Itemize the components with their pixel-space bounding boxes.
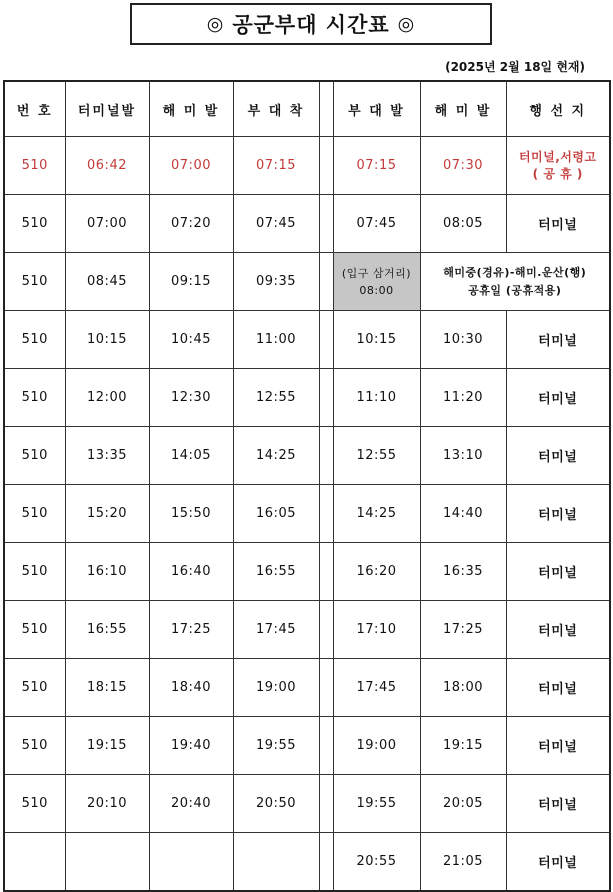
terminal-departure-time: 16:10 <box>65 543 149 601</box>
double-circle-icon: ◎ <box>397 13 416 35</box>
terminal-departure-time: 10:15 <box>65 311 149 369</box>
column-gap <box>319 717 333 775</box>
table-row <box>4 253 610 311</box>
haemi-return-departure-time: 16:35 <box>420 543 506 601</box>
route-number: 510 <box>4 543 65 601</box>
route-number: 510 <box>4 717 65 775</box>
table-row <box>4 601 610 659</box>
table-row <box>4 427 610 485</box>
haemi-departure-time: 16:40 <box>149 543 233 601</box>
terminal-departure-time: 16:55 <box>65 601 149 659</box>
haemi-return-departure-time: 14:40 <box>420 485 506 543</box>
terminal-departure-time: 20:10 <box>65 775 149 833</box>
column-gap <box>319 601 333 659</box>
base-arrival-time: 17:45 <box>233 601 319 659</box>
base-departure-time: 17:45 <box>333 659 420 717</box>
header-base-arrival: 부 대 착 <box>233 81 319 137</box>
destination: 터미널 <box>506 601 610 659</box>
haemi-return-departure-time: 08:05 <box>420 195 506 253</box>
route-number: 510 <box>4 659 65 717</box>
timetable-title <box>130 3 492 45</box>
base-arrival-time: 20:50 <box>233 775 319 833</box>
terminal-departure-time <box>65 833 149 892</box>
column-gap <box>319 253 333 311</box>
route-number: 510 <box>4 775 65 833</box>
double-circle-icon: ◎ <box>206 13 225 35</box>
haemi-return-departure-time: 19:15 <box>420 717 506 775</box>
route-number: 510 <box>4 311 65 369</box>
destination: 터미널 <box>506 427 610 485</box>
table-row <box>4 369 610 427</box>
column-gap <box>319 311 333 369</box>
haemi-return-departure-time: 18:00 <box>420 659 506 717</box>
destination: 터미널 <box>506 311 610 369</box>
header-base-departure: 부 대 발 <box>333 81 420 137</box>
base-departure-time <box>333 253 420 311</box>
column-gap <box>319 775 333 833</box>
header-row <box>4 81 610 137</box>
terminal-departure-time: 13:35 <box>65 427 149 485</box>
table-row <box>4 833 610 892</box>
header-haemi-departure: 해 미 발 <box>149 81 233 137</box>
header-terminal-departure: 터미널발 <box>65 81 149 137</box>
table-row <box>4 485 610 543</box>
base-arrival-time: 07:45 <box>233 195 319 253</box>
base-arrival-time: 14:25 <box>233 427 319 485</box>
base-departure-time: 11:10 <box>333 369 420 427</box>
haemi-departure-time: 15:50 <box>149 485 233 543</box>
route-number: 510 <box>4 369 65 427</box>
haemi-departure-time: 12:30 <box>149 369 233 427</box>
route-note <box>420 253 610 311</box>
base-departure-time: 07:15 <box>333 137 420 195</box>
haemi-return-departure-time: 11:20 <box>420 369 506 427</box>
destination: 터미널 <box>506 775 610 833</box>
table-row <box>4 775 610 833</box>
destination: 터미널 <box>506 195 610 253</box>
haemi-departure-time <box>149 833 233 892</box>
table-row <box>4 543 610 601</box>
haemi-departure-time: 14:05 <box>149 427 233 485</box>
terminal-departure-time: 18:15 <box>65 659 149 717</box>
destination: 터미널 <box>506 543 610 601</box>
column-gap <box>319 427 333 485</box>
table-row <box>4 137 610 195</box>
base-arrival-time: 16:05 <box>233 485 319 543</box>
route-number <box>4 833 65 892</box>
effective-date: (2025년 2월 18일 현재) <box>445 60 585 74</box>
route-number: 510 <box>4 137 65 195</box>
base-departure-time: 19:00 <box>333 717 420 775</box>
haemi-departure-time: 19:40 <box>149 717 233 775</box>
haemi-departure-time: 10:45 <box>149 311 233 369</box>
header-haemi-departure-return: 해 미 발 <box>420 81 506 137</box>
table-row <box>4 717 610 775</box>
haemi-return-departure-time: 21:05 <box>420 833 506 892</box>
route-number: 510 <box>4 195 65 253</box>
base-departure-time: 17:10 <box>333 601 420 659</box>
haemi-return-departure-time: 13:10 <box>420 427 506 485</box>
title-text: 공군부대 시간표 <box>232 13 390 37</box>
route-number: 510 <box>4 601 65 659</box>
haemi-departure-time: 17:25 <box>149 601 233 659</box>
column-gap <box>319 137 333 195</box>
terminal-departure-time: 15:20 <box>65 485 149 543</box>
column-gap <box>319 485 333 543</box>
table-row <box>4 195 610 253</box>
haemi-return-departure-time: 17:25 <box>420 601 506 659</box>
holiday-label: ( 공 휴 ) <box>532 166 583 181</box>
base-arrival-time: 07:15 <box>233 137 319 195</box>
haemi-return-departure-time: 07:30 <box>420 137 506 195</box>
haemi-departure-time: 20:40 <box>149 775 233 833</box>
bus-timetable <box>3 80 611 892</box>
column-gap <box>319 81 333 137</box>
haemi-departure-time: 07:00 <box>149 137 233 195</box>
haemi-departure-time: 09:15 <box>149 253 233 311</box>
destination-line: 터미널,서령고 <box>518 149 597 164</box>
route-note-line: 해미중(경유)-해미.운산(행) <box>443 265 587 279</box>
terminal-departure-time: 07:00 <box>65 195 149 253</box>
base-arrival-time: 16:55 <box>233 543 319 601</box>
haemi-departure-time: 18:40 <box>149 659 233 717</box>
base-departure-time: 20:55 <box>333 833 420 892</box>
base-arrival-time: 09:35 <box>233 253 319 311</box>
destination: 터미널 <box>506 485 610 543</box>
destination: 터미널 <box>506 717 610 775</box>
destination <box>506 137 610 195</box>
terminal-departure-time: 08:45 <box>65 253 149 311</box>
terminal-departure-time: 19:15 <box>65 717 149 775</box>
base-arrival-time: 11:00 <box>233 311 319 369</box>
pickup-time: 08:00 <box>359 283 394 297</box>
column-gap <box>319 543 333 601</box>
base-departure-time: 16:20 <box>333 543 420 601</box>
column-gap <box>319 369 333 427</box>
haemi-return-departure-time: 10:30 <box>420 311 506 369</box>
destination: 터미널 <box>506 833 610 892</box>
holiday-note-line: 공휴일 (공휴적용) <box>468 283 562 297</box>
haemi-departure-time: 07:20 <box>149 195 233 253</box>
column-gap <box>319 195 333 253</box>
base-arrival-time <box>233 833 319 892</box>
base-departure-time: 10:15 <box>333 311 420 369</box>
base-departure-time: 12:55 <box>333 427 420 485</box>
base-arrival-time: 19:00 <box>233 659 319 717</box>
header-destination: 행 선 지 <box>506 81 610 137</box>
table-row <box>4 659 610 717</box>
column-gap <box>319 659 333 717</box>
route-number: 510 <box>4 485 65 543</box>
pickup-location-label: (입구 삼거리) <box>341 266 412 280</box>
haemi-return-departure-time: 20:05 <box>420 775 506 833</box>
header-route-no: 번 호 <box>4 81 65 137</box>
base-departure-time: 14:25 <box>333 485 420 543</box>
route-number: 510 <box>4 427 65 485</box>
terminal-departure-time: 12:00 <box>65 369 149 427</box>
destination: 터미널 <box>506 369 610 427</box>
terminal-departure-time: 06:42 <box>65 137 149 195</box>
base-departure-time: 19:55 <box>333 775 420 833</box>
destination: 터미널 <box>506 659 610 717</box>
base-arrival-time: 19:55 <box>233 717 319 775</box>
base-arrival-time: 12:55 <box>233 369 319 427</box>
column-gap <box>319 833 333 892</box>
base-departure-time: 07:45 <box>333 195 420 253</box>
route-number: 510 <box>4 253 65 311</box>
table-row <box>4 311 610 369</box>
